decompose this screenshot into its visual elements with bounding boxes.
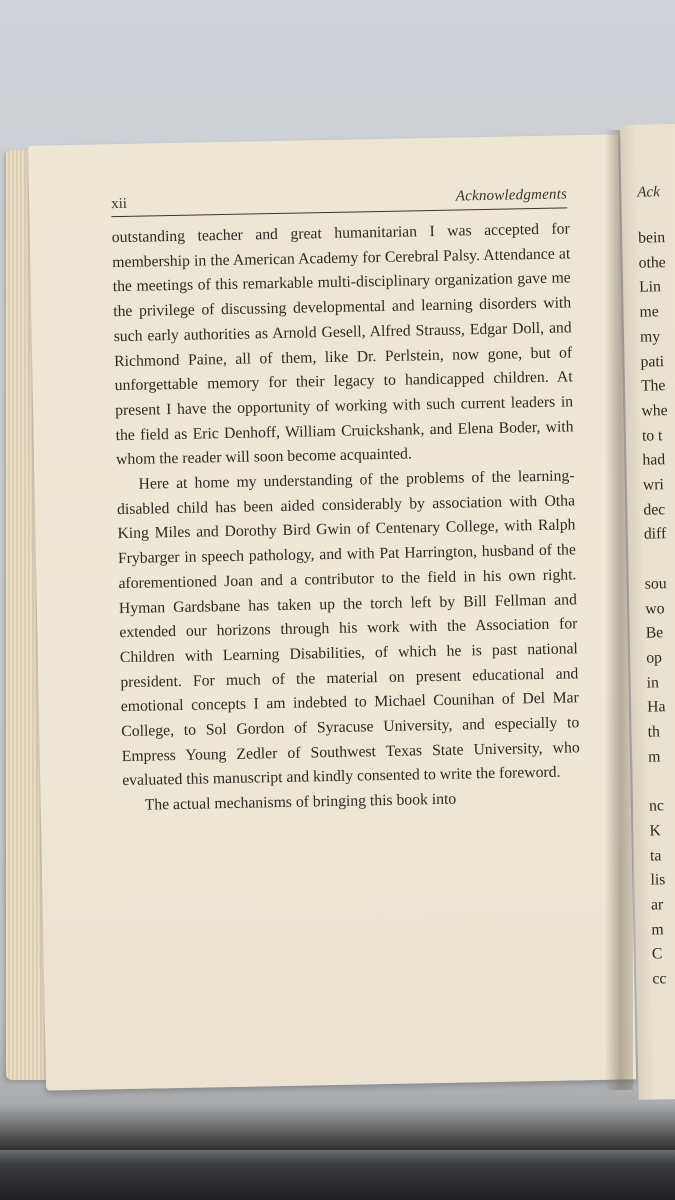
paragraph-2: Here at home my understanding of the problems of the learning-disabled child has been aided considerably by association with Otha King Miles and Dorothy Bird Gwin of Centenary College, with Ralph Frybarger in speech pathology, and with Pat Harrington, husband of the aforementioned Joan and a contributor to the field in his own right. Hyman Gardsbane has taken up the torch left by Bill Fellman and extended our horizons through his work with the Association for Children with Learning Disabilities, of which he is past national president. For much of the material on present educational and emotional concepts I am indebted to Michael Counihan of Del Mar College, to Sol Gordon of Syracuse University, and especially to Empress Young Zedler of Southwest Texas State University, who evaluated this manuscript and kindly consented to write the foreword. [116,467,580,790]
right-line-fragment: C [651,945,663,963]
right-line-fragment: ar [650,896,664,914]
right-line-fragment: had [642,451,666,469]
right-line-fragment: K [649,822,662,840]
right-line-fragment: m [647,748,661,766]
right-line-fragment: th [647,723,661,741]
right-line-fragment: Ha [647,698,666,716]
right-line-fragment: sou [644,575,667,593]
right-line-fragment: othe [638,253,666,272]
right-line-fragment: m [651,920,664,939]
right-line-fragment: cc [652,970,667,988]
right-line-fragment: The [640,377,666,395]
table-surface [0,1150,675,1200]
running-head-title: Acknowledgments [455,186,568,205]
right-line-fragment: in [646,673,660,692]
paragraph-1: outstanding teacher and great humanitarian I was accepted for membership in the American Academy for Cerebral Palsy. Attendance at the meetings of this remarkable multi-disciplinary organization gave me the privilege of discussing developmental and learning disorders with such early authorities as Arnold Gesell, Alfred Strauss, Edgar Doll, and Richmond Paine, all of them, like Dr. Perlstein, now gone, but of unforgettable memory for their legacy to handicapped children. At present I have the opportunity of working with such current leaders in the field as Eric Denhoff, William Cruickshank, and Elena Boder, with whom the reader will soon become acquainted. [111,220,574,469]
right-line-fragment: Lin [638,278,662,297]
paragraph-3: The actual mechanisms of bringing this book into [144,790,457,814]
body-text [112,217,581,819]
right-running-head: Ack [637,184,660,201]
right-line-fragment: lis [650,871,666,889]
right-line-fragment: pati [640,352,665,371]
right-line-fragment: bein [638,229,666,247]
page-number: xii [111,195,128,213]
right-line-fragment: dec [643,500,666,519]
right-line-fragment: whe [641,402,668,420]
right-line-fragment: to t [641,426,663,445]
left-book-page [28,134,636,1090]
right-line-fragment: Be [645,624,664,642]
right-page-text-fragments [638,226,675,992]
right-line-fragment: op [646,649,663,667]
right-line-fragment: diff [643,525,667,544]
right-line-fragment: ta [649,846,662,865]
right-line-fragment: wri [642,476,664,494]
right-line-fragment [648,770,675,795]
right-line-fragment: nc [648,797,665,815]
right-line-fragment: my [639,328,661,346]
right-line-fragment: me [639,303,659,321]
running-head [111,181,567,217]
right-line-fragment [644,547,671,572]
right-line-fragment: wo [645,599,665,618]
